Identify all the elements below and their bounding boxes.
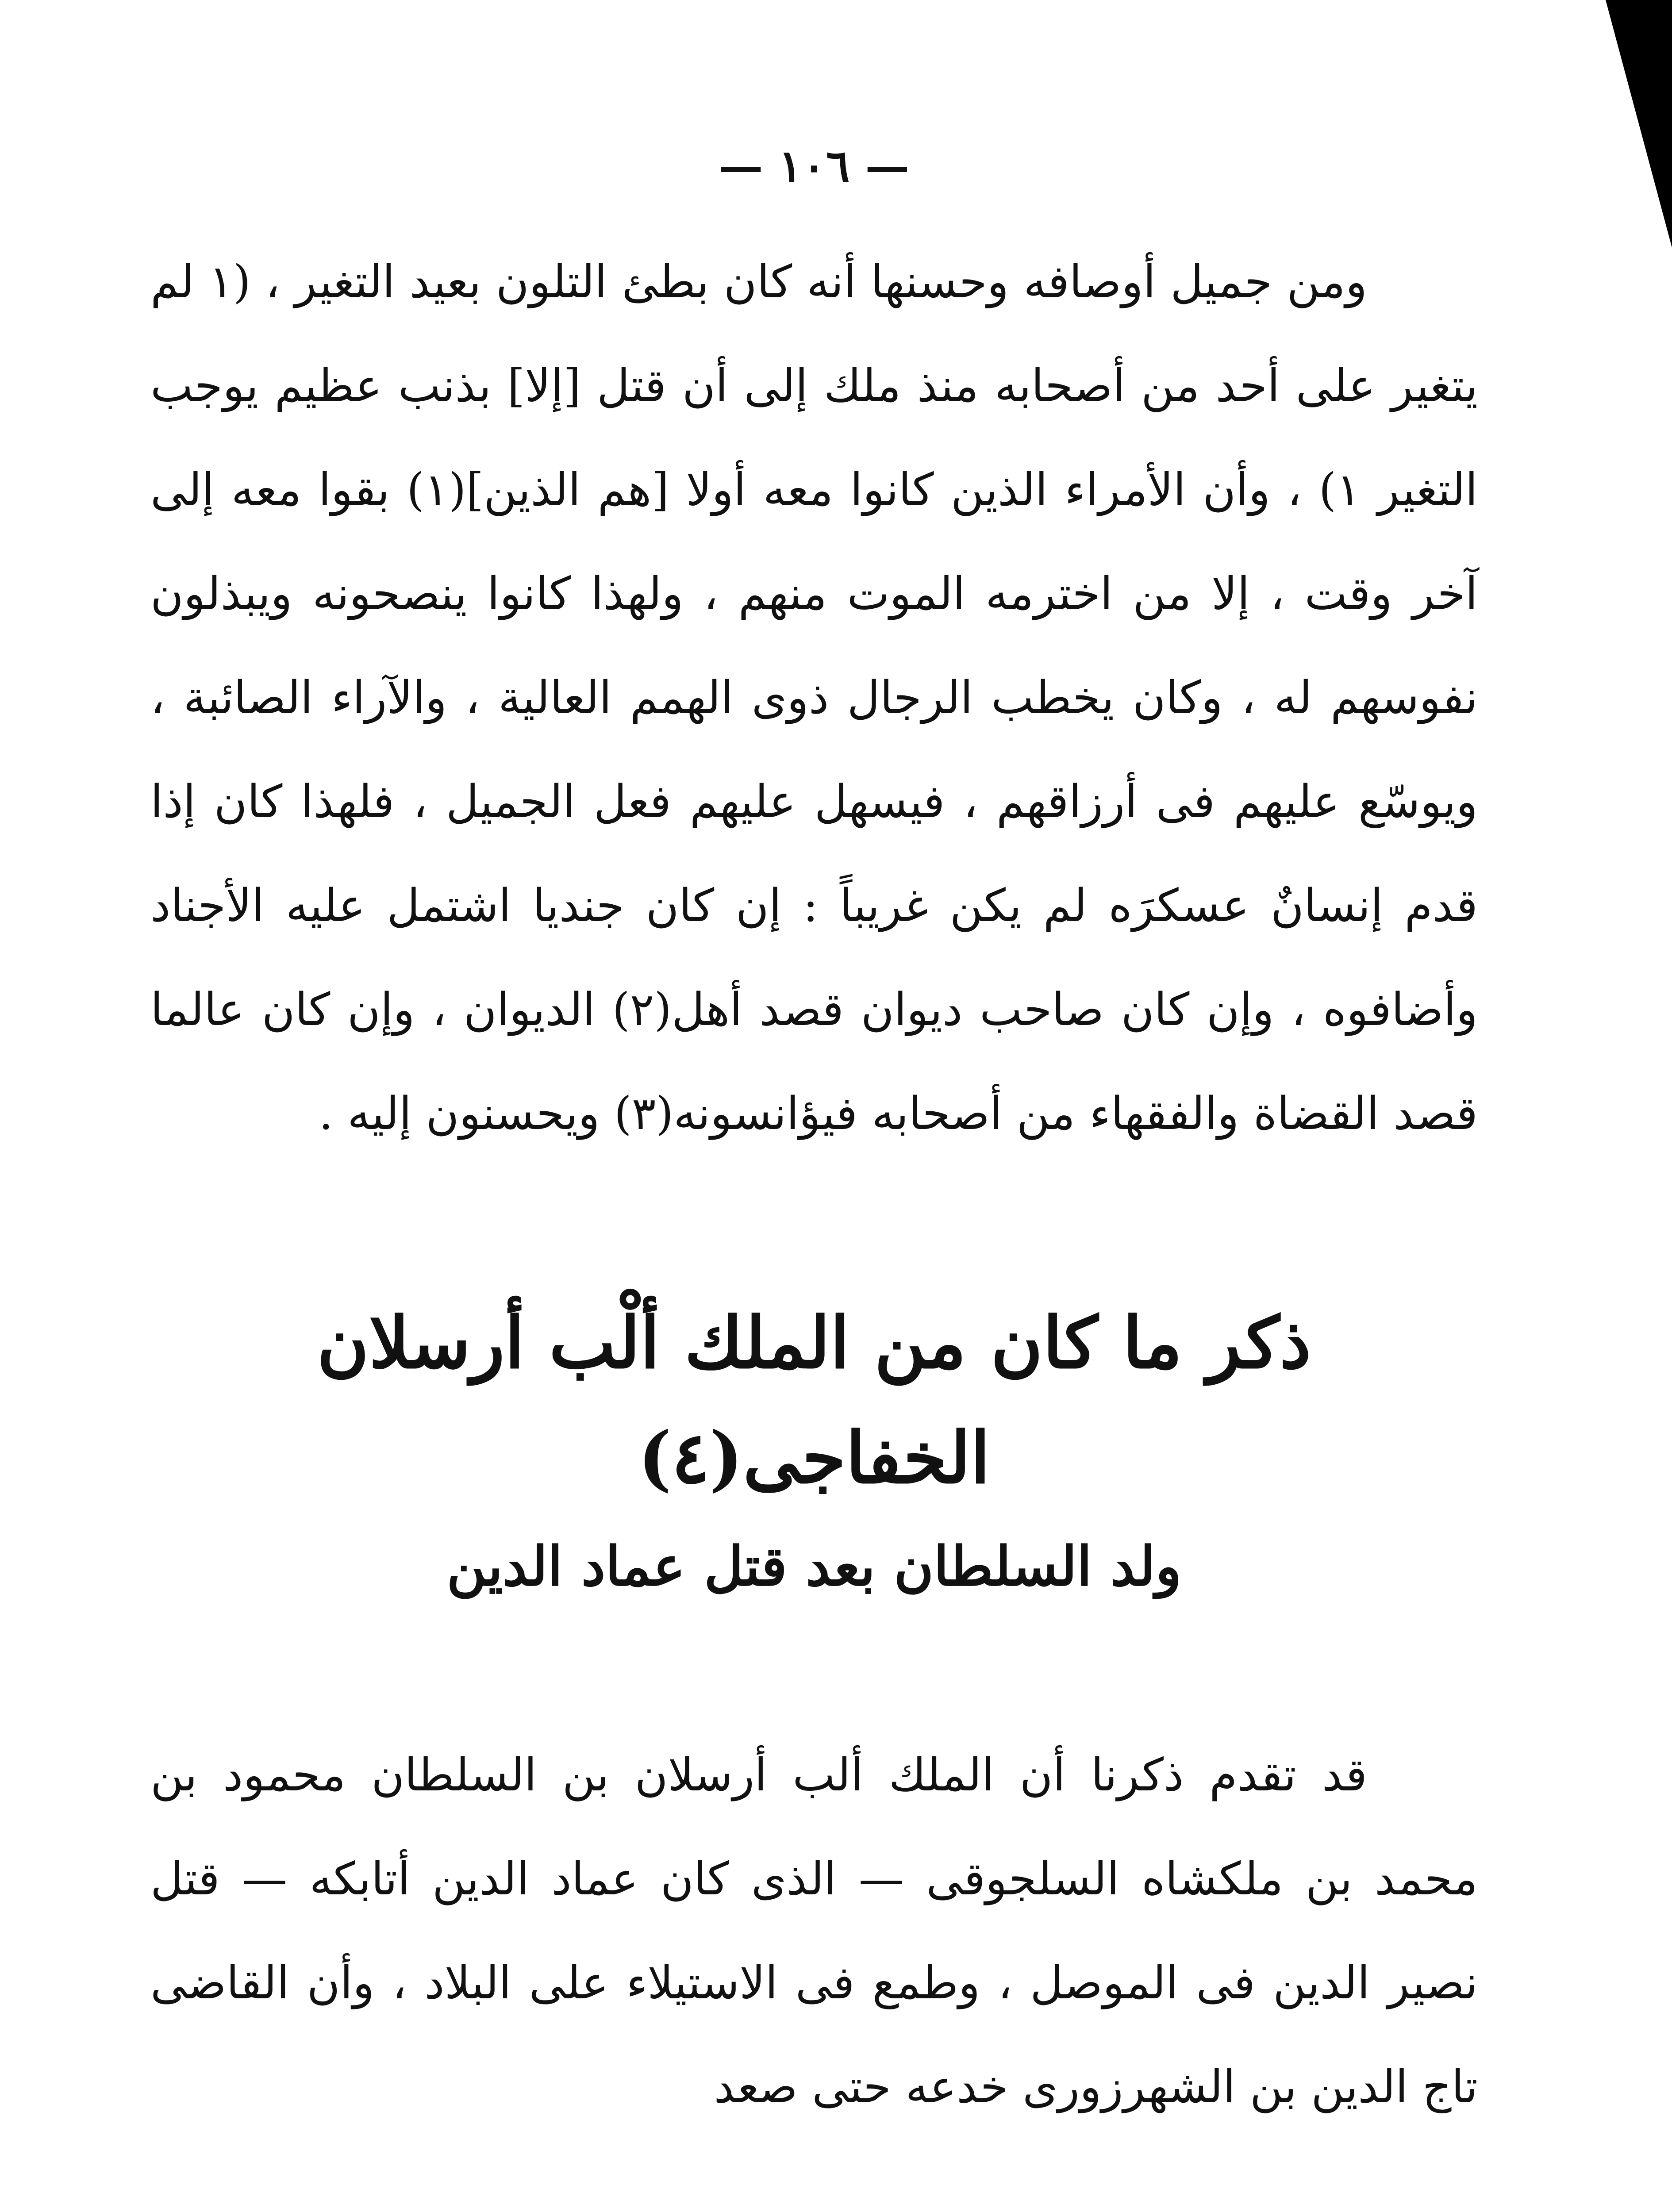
document-page	[150, 133, 1478, 2212]
page-number: — ١٠٦ —	[719, 140, 910, 192]
paragraph-2: قد تقدم ذكرنا أن الملك ألب أرسلان بن السلطان محمود بن محمد بن ملكشاه السلجوقى — الذى كان عماد الدين أتابكه — قتل نصير الدين فى الموصل ، وطمع فى الاستيلاء على البلاد ، وأن القاضى تاج الدين بن الشهرزورى خدعه حتى صعد	[150, 1749, 1478, 2113]
section-title: ذكر ما كان من الملك ألْب أرسلان الخفاجى(٤)	[317, 1301, 1311, 1499]
paragraph-1: ومن جميل أوصافه وحسنها أنه كان بطئ التلون بعيد التغير ، (١ لم يتغير على أحد من أصحابه منذ ملك إلى أن قتل [إلا] بذنب عظيم يوجب التغير ١) ، وأن الأمراء الذين كانوا معه أولا [هم الذين](١) بقوا معه إلى آخر وقت ، إلا من اخترمه الموت منهم ، ولهذا كانوا ينصحونه ويبذلون نفوسهم له ، وكان يخطب الرجال ذوى الهمم العالية ، والآراء الصائبة ، ويوسّع عليهم فى أرزاقهم ، فيسهل عليهم فعل الجميل ، فلهذا كان إذا قدم إنسانٌ عسكرَه لم يكن غريباً : إن كان جنديا اشتمل عليه الأجناد وأضافوه ، وإن كان صاحب ديوان قصد أهل(٢) الديوان ، وإن كان عالما قصد القضاة والفقهاء من أصحابه فيؤانسونه(٣) ويحسنون إليه .	[150, 256, 1478, 1140]
corner-scan-mark	[1606, 0, 1672, 248]
section-subtitle: ولد السلطان بعد قتل عماد الدين	[446, 1534, 1182, 1598]
